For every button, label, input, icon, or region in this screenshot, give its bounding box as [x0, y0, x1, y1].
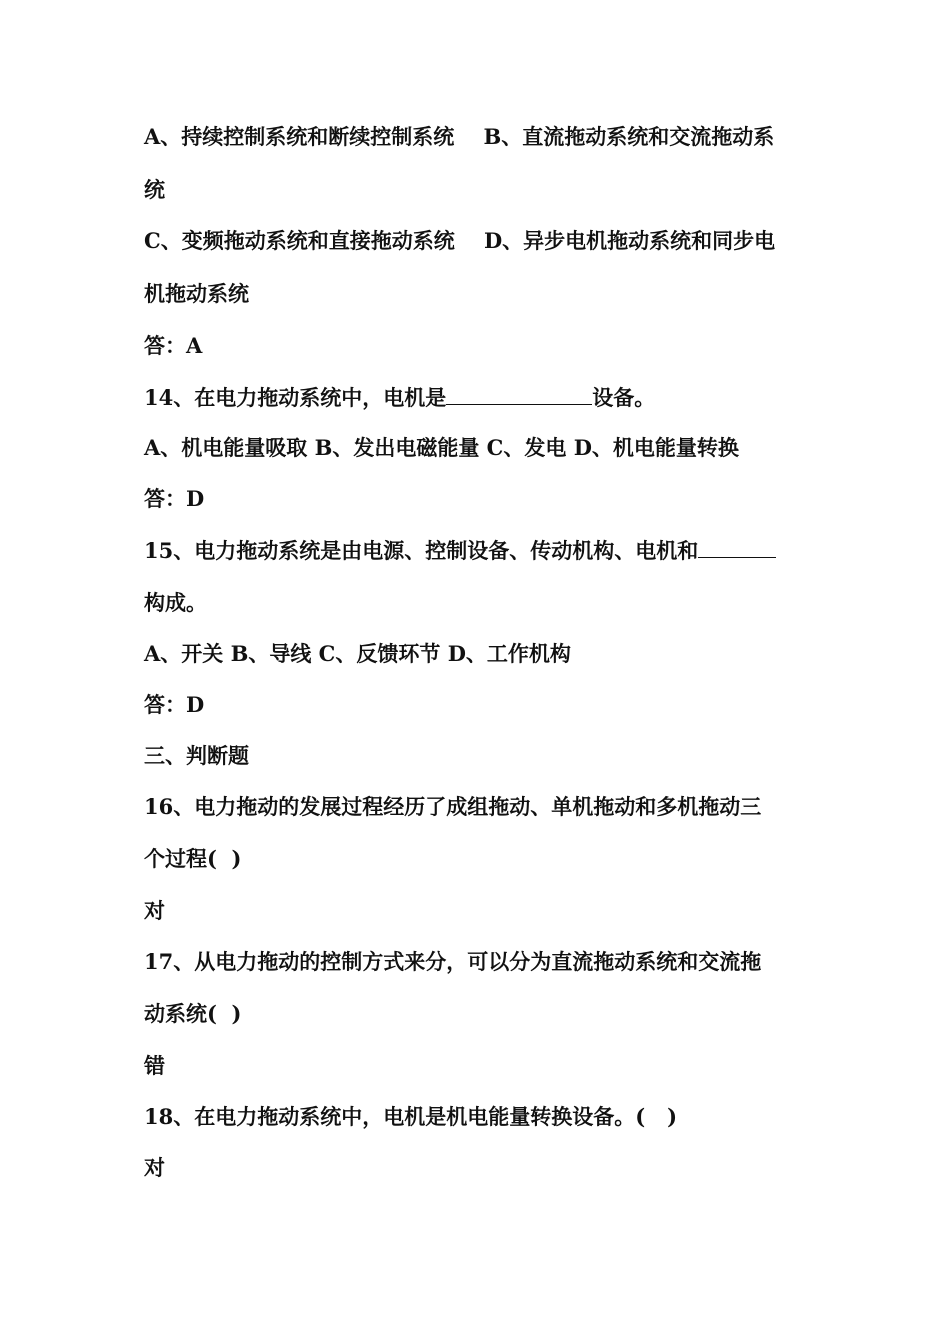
- q16-stem-line1: 16、电力拖动的发展过程经历了成组拖动、单机拖动和多机拖动三: [144, 794, 762, 819]
- q15-answer: 答：D: [144, 692, 205, 717]
- q16-answer: 对: [144, 898, 165, 923]
- q15-stem-text-a: 15、电力拖动系统是由电源、控制设备、传动机构、电机和: [144, 538, 699, 563]
- q15-stem-line2: 构成。: [144, 590, 207, 615]
- q14-stem: [144, 384, 808, 411]
- q14-stem-text-a: 14、在电力拖动系统中，电机是: [144, 385, 447, 410]
- q13-options-cd-line2: 机拖动系统: [144, 281, 249, 306]
- q18-answer: 对: [144, 1155, 165, 1180]
- q17-stem-line2: 动系统( ): [144, 1001, 242, 1026]
- q17-stem-line1: 17、从电力拖动的控制方式来分，可以分为直流拖动系统和交流拖: [144, 949, 762, 974]
- q15-options: A、开关 B、导线 C、反馈环节 D、工作机构: [144, 641, 571, 666]
- q13-options-ab-line2: 统: [144, 177, 165, 202]
- q13-options-cd-line1: C、变频拖动系统和直接拖动系统 D、异步电机拖动系统和同步电: [144, 228, 776, 253]
- q17-answer: 错: [144, 1053, 165, 1078]
- q13-options-ab-line1: A、持续控制系统和断续控制系统 B、直流拖动系统和交流拖动系: [144, 124, 775, 149]
- section-heading-true-false: 三、判断题: [144, 743, 249, 768]
- q15-stem-line1: [144, 537, 808, 564]
- q18-stem: 18、在电力拖动系统中，电机是机电能量转换设备。( ): [144, 1104, 678, 1129]
- q14-stem-text-b: 设备。: [592, 385, 656, 410]
- q13-answer: 答：A: [144, 333, 203, 358]
- q14-options: A、机电能量吸取 B、发出电磁能量 C、发电 D、机电能量转换: [144, 435, 739, 460]
- q14-answer: 答：D: [144, 486, 205, 511]
- q14-fill-blank: [446, 384, 592, 405]
- q15-fill-blank: [698, 537, 776, 558]
- q16-stem-line2: 个过程( ): [144, 846, 242, 871]
